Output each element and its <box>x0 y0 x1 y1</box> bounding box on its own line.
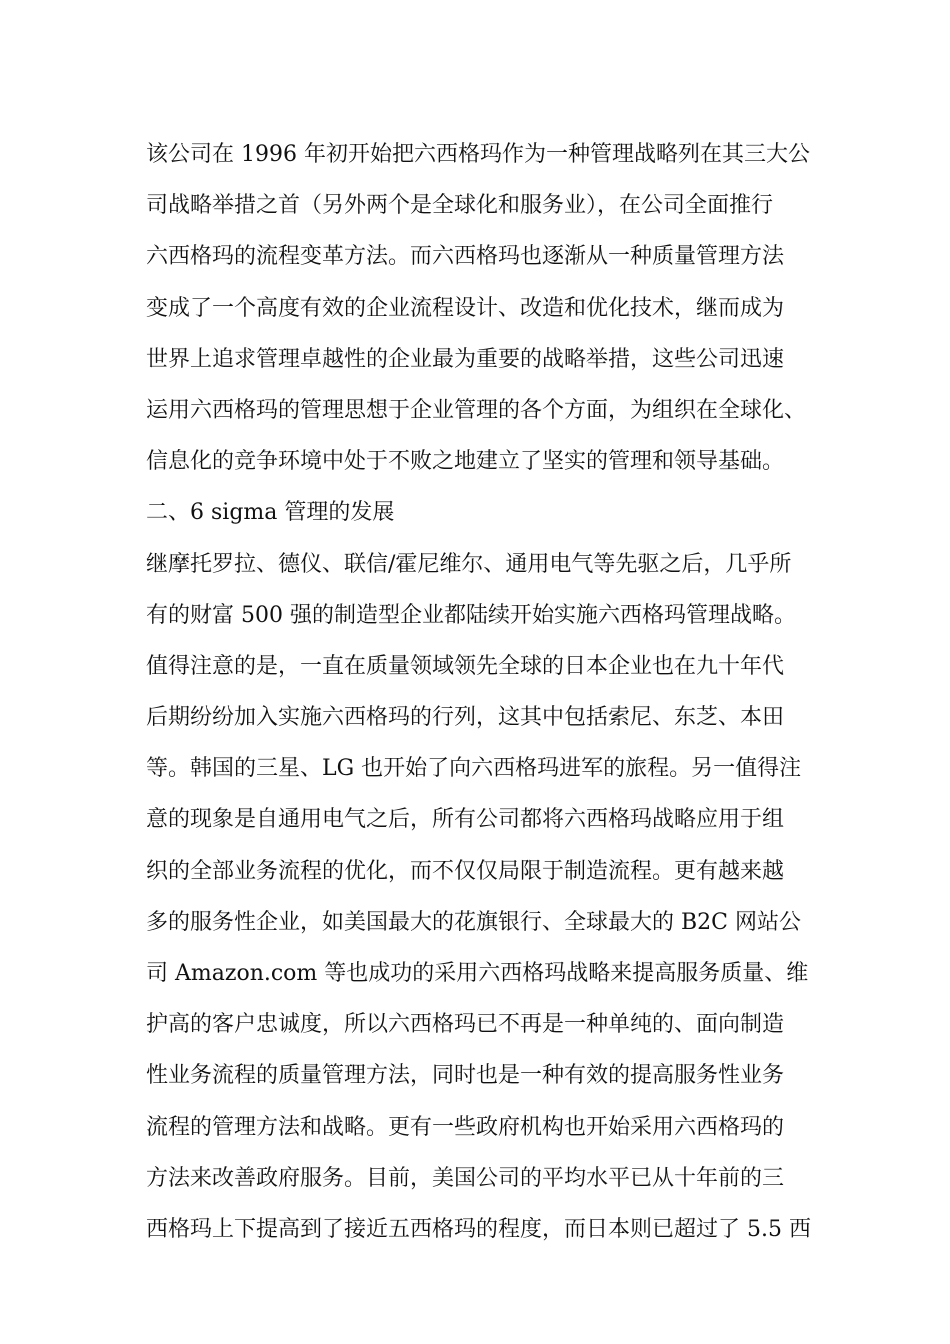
text-line: 司战略举措之首（另外两个是全球化和服务业），在公司全面推行 <box>146 193 774 219</box>
text-line: 变成了一个高度有效的企业流程设计、改造和优化技术，继而成为 <box>146 295 785 321</box>
text-line: 等。韩国的三星、LG 也开始了向六西格玛进军的旅程。另一值得注 <box>146 756 802 782</box>
text-line: 流程的管理方法和战略。更有一些政府机构也开始采用六西格玛的 <box>146 1114 785 1140</box>
text-line: 意的现象是自通用电气之后，所有公司都将六西格玛战略应用于组 <box>146 807 785 833</box>
text-line: 六西格玛的流程变革方法。而六西格玛也逐渐从一种质量管理方法 <box>146 244 785 270</box>
text-line: 世界上追求管理卓越性的企业最为重要的战略举措，这些公司迅速 <box>146 346 785 372</box>
text-line: 多的服务性企业，如美国最大的花旗银行、全球最大的 B2C 网站公 <box>146 909 801 935</box>
text-line: 继摩托罗拉、德仪、联信/霍尼维尔、通用电气等先驱之后，几乎所 <box>146 551 792 577</box>
text-line: 西格玛上下提高到了接近五西格玛的程度，而日本则已超过了 5.5 西 <box>146 1216 811 1242</box>
text-line: 信息化的竞争环境中处于不败之地建立了坚实的管理和领导基础。 <box>146 449 785 475</box>
text-line: 该公司在 1996 年初开始把六西格玛作为一种管理战略列在其三大公 <box>146 142 810 167</box>
text-line: 护高的客户忠诚度，所以六西格玛已不再是一种单纯的、面向制造 <box>146 1012 785 1038</box>
text-line: 方法来改善政府服务。目前，美国公司的平均水平已从十年前的三 <box>146 1165 785 1191</box>
text-line: 有的财富 500 强的制造型企业都陆续开始实施六西格玛管理战略。 <box>146 602 796 628</box>
text-line: 值得注意的是，一直在质量领域领先全球的日本企业也在九十年代 <box>146 653 785 679</box>
section-heading: 二、6 sigma 管理的发展 <box>146 500 395 526</box>
text-line: 司 Amazon.com 等也成功的采用六西格玛战略来提高服务质量、维 <box>146 961 809 986</box>
text-line: 织的全部业务流程的优化，而不仅仅局限于制造流程。更有越来越 <box>146 858 785 884</box>
text-line: 后期纷纷加入实施六西格玛的行列，这其中包括索尼、东芝、本田 <box>146 705 785 731</box>
body-text <box>146 129 826 1255</box>
text-line: 运用六西格玛的管理思想于企业管理的各个方面，为组织在全球化、 <box>146 397 807 423</box>
text-line: 性业务流程的质量管理方法，同时也是一种有效的提高服务性业务 <box>146 1063 785 1089</box>
